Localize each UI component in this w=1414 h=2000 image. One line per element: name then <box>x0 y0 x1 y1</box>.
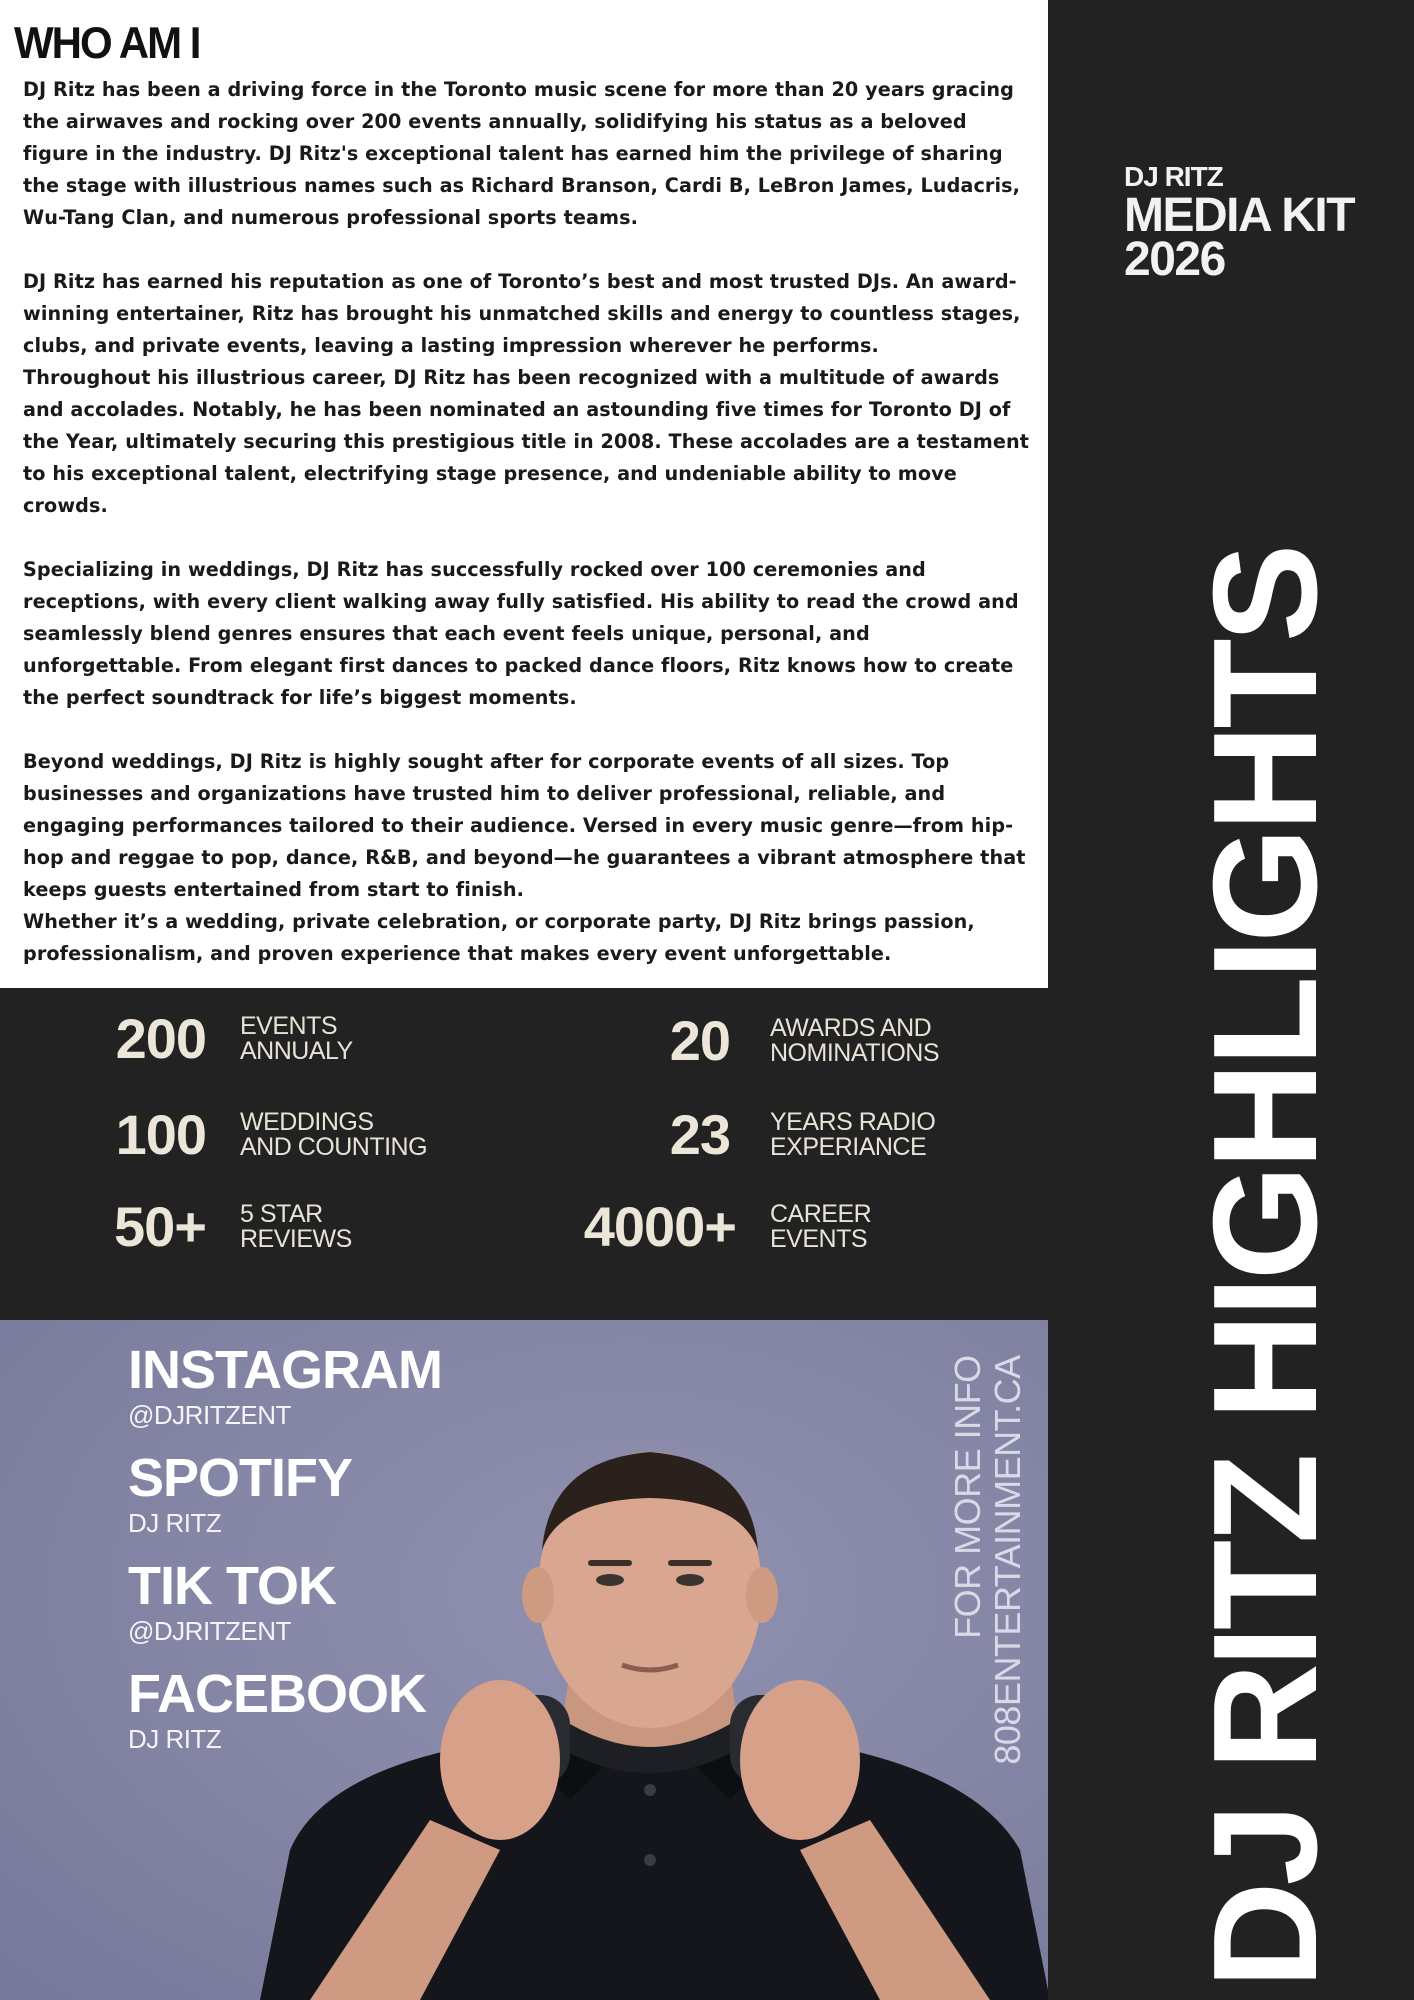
who-am-i-heading: WHO AM I <box>14 18 200 68</box>
stat-events-annual <box>0 1006 353 1071</box>
media-kit-title <box>1124 160 1355 286</box>
bio-section <box>0 0 1048 988</box>
stat-label-line: EXPERIANCE <box>770 1132 927 1161</box>
stat-label-line: EVENTS <box>240 1011 338 1040</box>
stat-label <box>770 1107 936 1161</box>
social-platform: INSTAGRAM <box>128 1340 442 1400</box>
stat-label-line: CAREER <box>770 1199 872 1228</box>
social-item-spotify <box>128 1448 442 1538</box>
bio-paragraph: Specializing in weddings, DJ Ritz has successfully rocked over 100 ceremonies and receptions, with every client walking away fully satisfied. His ability to read the crowd and seamlessly blend genres ensures that each event feels unique, personal, and unforgettable. From elegant first dances to packed dance floors, Ritz knows how to create the perfect soundtrack for life’s biggest moments. <box>23 558 1019 709</box>
stat-label-line: REVIEWS <box>240 1224 352 1253</box>
bio-paragraph: DJ Ritz has earned his reputation as one of Toronto’s best and most trusted DJs. An award-winning entertainer, Ritz has brought his unmatched skills and energy to countless stages, clubs, and private events, leaving a lasting impression wherever he performs. <box>23 270 1021 357</box>
bio-paragraph: Whether it’s a wedding, private celebration, or corporate party, DJ Ritz brings passion, professionalism, and proven experience that makes every event unforgettable. <box>23 910 975 965</box>
social-platform: FACEBOOK <box>128 1664 427 1724</box>
more-info-vertical <box>948 1355 1028 1764</box>
highlights-vertical-title: DJ RITZ HIGHLIGHTS <box>1183 547 1348 1989</box>
stat-weddings <box>0 1102 427 1167</box>
stat-value: 20 <box>669 1009 730 1072</box>
kit-name: DJ RITZ <box>1124 161 1223 192</box>
stat-label-line: AWARDS AND <box>770 1013 932 1042</box>
stat-label <box>240 1011 353 1065</box>
social-item-instagram <box>128 1340 442 1430</box>
social-platform: SPOTIFY <box>128 1448 353 1508</box>
social-handle: DJ RITZ <box>128 1508 222 1538</box>
social-platform: TIK TOK <box>128 1556 336 1616</box>
kit-line1: MEDIA KIT <box>1124 189 1355 242</box>
stat-label-line: YEARS RADIO <box>770 1107 936 1136</box>
stat-career-events <box>500 1194 871 1259</box>
stat-label-line: EVENTS <box>770 1224 868 1253</box>
bio-paragraph: Throughout his illustrious career, DJ Ritz has been recognized with a multitude of awards and accolades. Notably, he has been nominated an astounding five times for Toronto DJ of the Year, ultimately securing this prestigious title in 2008. These accolades are a testament to his exceptional talent, electrifying stage presence, and undeniable ability to move crowds. <box>23 366 1030 517</box>
stat-label-line: 5 STAR <box>240 1199 323 1228</box>
stat-label <box>770 1199 872 1253</box>
social-handle: @DJRITZENT <box>128 1616 291 1646</box>
kit-year: 2026 <box>1124 233 1225 286</box>
stat-label <box>240 1199 352 1253</box>
stat-reviews <box>0 1194 352 1259</box>
stat-label-line: NOMINATIONS <box>770 1038 940 1067</box>
website-link[interactable]: 808ENTERTAINMENT.CA <box>987 1355 1028 1765</box>
social-item-facebook <box>128 1664 442 1754</box>
stat-label-line: AND COUNTING <box>240 1132 428 1161</box>
social-item-tiktok <box>128 1556 442 1646</box>
social-handle: @DJRITZENT <box>128 1400 291 1430</box>
stat-label-line: ANNUALY <box>240 1036 353 1065</box>
social-list <box>128 1340 442 1772</box>
bio-paragraph: DJ Ritz has been a driving force in the Toronto music scene for more than 20 years gracing the airwaves and rocking over 200 events annually, solidifying his status as a beloved figure in the industry. DJ Ritz's exceptional talent has earned him the privilege of sharing the stage with illustrious names such as Richard Branson, Cardi B, LeBron James, Ludacris, Wu-Tang Clan, and numerous professional sports teams. <box>23 78 1021 229</box>
more-info-label: FOR MORE INFO <box>947 1355 988 1639</box>
stat-awards <box>560 1008 939 1073</box>
stat-value: 4000+ <box>583 1195 736 1258</box>
stat-label <box>240 1107 428 1161</box>
stat-value: 23 <box>669 1103 730 1166</box>
bio-text <box>23 74 1033 970</box>
photo-section <box>0 1320 1048 2000</box>
stat-value: 100 <box>115 1103 206 1166</box>
stat-value: 50+ <box>114 1195 206 1258</box>
stat-radio-years <box>560 1102 935 1167</box>
stat-label <box>770 1013 940 1067</box>
stat-label-line: WEDDINGS <box>240 1107 374 1136</box>
stat-value: 200 <box>115 1007 206 1070</box>
bio-paragraph: Beyond weddings, DJ Ritz is highly sought after for corporate events of all sizes. Top businesses and organizations have trusted him to deliver professional, reliable, and engaging performances tailored to their audience. Versed in every music genre—from hip-hop and reggae to pop, dance, R&B, and beyond—he guarantees a vibrant atmosphere that keeps guests entertained from start to finish. <box>23 750 1026 901</box>
social-handle: DJ RITZ <box>128 1724 222 1754</box>
stats-section <box>0 988 1048 1320</box>
